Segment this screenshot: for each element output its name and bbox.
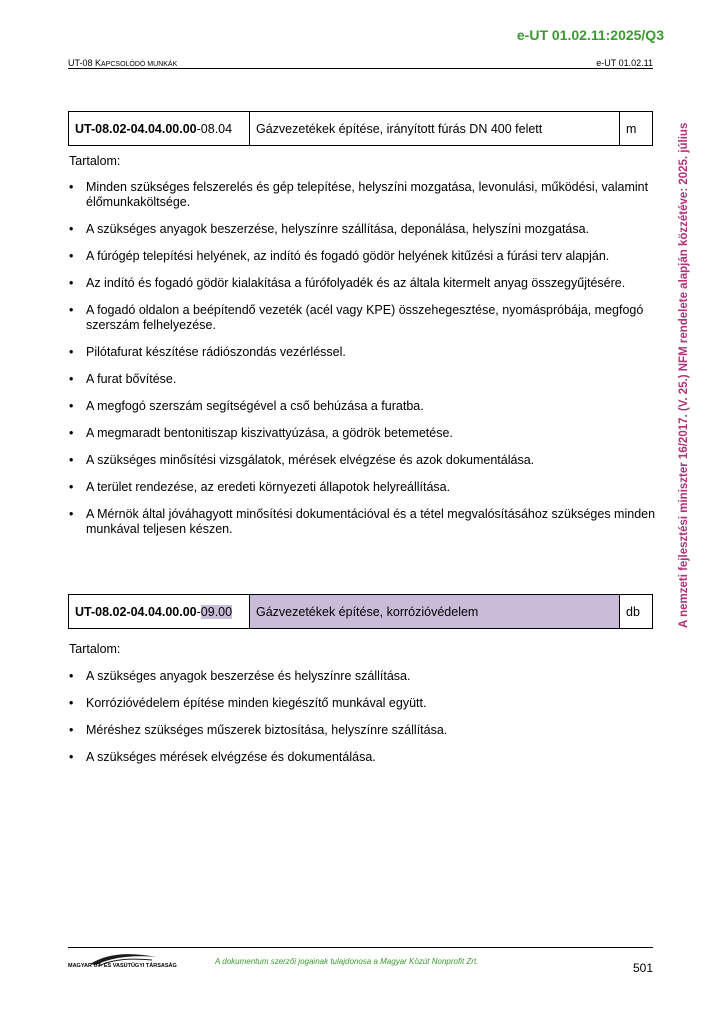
item-table-1 — [68, 111, 653, 146]
list-item: • A Mérnök által jóváhagyott minősítési dokumentációval és a tétel megvalósításához szükséges minden munkával teljesen készen. — [69, 507, 659, 537]
page-number: 501 — [632, 961, 653, 975]
header-section-prefix: UT-08 K — [68, 58, 102, 68]
item-row — [69, 112, 653, 146]
list-item: • A fúrógép telepítési helyének, az indító és fogadó gödör helyének kitűzési a fúrási terv alapján. — [69, 249, 659, 264]
logo-text: MAGYAR ÚT- ÉS VASÚTÜGYI TÁRSASÁG — [68, 963, 177, 969]
header-divider — [68, 68, 653, 69]
item-code-suffix: - — [196, 604, 201, 619]
item-code — [69, 112, 250, 146]
list-item: • Minden szükséges felszerelés és gép telepítése, helyszíni mozgatása, levonulási, működési, valamint élőmunkaköltsége. — [69, 180, 659, 210]
footer-divider — [68, 947, 653, 948]
list-item: • Korrózióvédelem építése minden kiegészítő munkával együtt. — [69, 696, 659, 711]
content-label: Tartalom: — [69, 642, 121, 656]
item-code-main: UT-08.02-04.04.00.00 — [75, 121, 197, 136]
item-table-2 — [68, 594, 653, 629]
list-item: • Méréshez szükséges műszerek biztosítása, helyszínre szállítása. — [69, 723, 659, 738]
content-list-2 — [69, 669, 659, 777]
item-code-suffix: -08.04 — [196, 121, 233, 136]
content-label: Tartalom: — [69, 154, 121, 168]
item-unit: db — [620, 595, 653, 629]
header-section-smallcaps: APCSOLÓDÓ MUNKÁK — [101, 61, 178, 68]
list-item: • A szükséges minősítési vizsgálatok, mérések elvégzése és azok dokumentálása. — [69, 453, 659, 468]
list-item: • A terület rendezése, az eredeti környezeti állapotok helyreállítása. — [69, 480, 659, 495]
list-item: • Pilótafurat készítése rádiószondás vezérléssel. — [69, 345, 659, 360]
item-code-suffix-highlight: 09.00 — [200, 604, 233, 619]
content-list-1 — [69, 180, 659, 549]
copyright-notice: A dokumentum szerzői jogainak tulajdonosa a Magyar Közút Nonprofit Zrt. — [215, 957, 479, 966]
header-document-ref: e-UT 01.02.11 — [596, 58, 653, 68]
list-item: • A szükséges mérések elvégzése és dokumentálása. — [69, 750, 659, 765]
list-item: • A megfogó szerszám segítségével a cső behúzása a furatba. — [69, 399, 659, 414]
list-item: • A megmaradt bentonitiszap kiszivattyúzása, a gödrök betemetése. — [69, 426, 659, 441]
list-item: • A szükséges anyagok beszerzése, helyszínre szállítása, deponálása, helyszíni mozgatása. — [69, 222, 659, 237]
item-code — [69, 595, 250, 629]
list-item: • A fogadó oldalon a beépítendő vezeték (acél vagy KPE) összehegesztése, nyomáspróbája, megfogó szerszám felhelyezése. — [69, 303, 659, 333]
list-item: • Az indító és fogadó gödör kialakítása a fúrófolyadék és az általa kitermelt anyag összegyűjtésére. — [69, 276, 659, 291]
publication-side-note: A nemzeti fejlesztési miniszter 16/2017. (V. 25.) NFM rendelete alapján közzétéve: 2025. július — [678, 122, 690, 628]
document-code: e-UT 01.02.11:2025/Q3 — [516, 27, 664, 43]
item-title: Gázvezetékek építése, korrózióvédelem — [250, 595, 620, 629]
list-item: • A furat bővítése. — [69, 372, 659, 387]
item-unit: m — [620, 112, 653, 146]
item-code-main: UT-08.02-04.04.00.00 — [75, 604, 197, 619]
item-title: Gázvezetékek építése, irányított fúrás DN 400 felett — [250, 112, 620, 146]
header-section-title — [68, 58, 177, 68]
list-item: • A szükséges anyagok beszerzése és helyszínre szállítása. — [69, 669, 659, 684]
item-row — [69, 595, 653, 629]
